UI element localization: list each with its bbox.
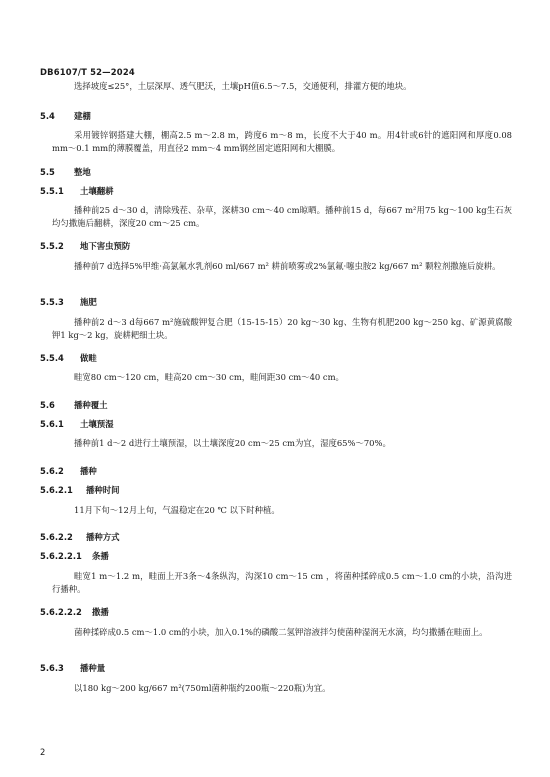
section-text-5-6-2-2-2: 菌种揉碎成0.5 cm～1.0 cm的小块，加入0.1%的磷酸二氢钾溶液拌匀使菌种湿润无水滴，均匀撒播在畦面上。	[74, 627, 488, 637]
section-heading-5-5-1: 5.5.1 土壤翻耕	[40, 186, 114, 196]
section-text-5-5-3: 播种前2 d～3 d每667 m²施硫酸钾复合肥（15-15-15）20 kg～30 kg、生物有机肥200 kg～250 kg、矿源黄腐酸钾1 kg～2 kg，旋耕耙细土块。	[52, 317, 512, 340]
section-text-5-5-1: 播种前25 d～30 d，清除残茬、杂草，深耕30 cm～40 cm晾晒。播种前15 d，每667 m²用75 kg～100 kg生石灰均匀撒施后翻耕，深度20 cm～25 cm。	[52, 205, 512, 228]
section-heading-5-6-2-2: 5.6.2.2 播种方式	[40, 532, 120, 542]
section-heading-5-6-2-1: 5.6.2.1 播种时间	[40, 485, 120, 495]
section-heading-5-6-1: 5.6.1 土壤预湿	[40, 419, 114, 429]
section-heading-5-5: 5.5 整地	[40, 167, 91, 177]
section-heading-5-6: 5.6 播种覆土	[40, 400, 108, 410]
section-text-5-5-4: 畦宽80 cm～120 cm，畦高20 cm～30 cm，畦间距30 cm～40 cm。	[74, 372, 344, 382]
section-text-5-5-2: 播种前7 d选择5%甲维·高氯氟水乳剂60 ml/667 m² 耕前喷雾或2%氯氟·噻虫胺2 kg/667 m² 颗粒剂撒施后旋耕。	[74, 261, 501, 271]
continued-paragraph: 选择坡度≤25°，土层深厚、透气肥沃，土壤pH值6.5～7.5，交通便利，排灌方便的地块。	[74, 81, 412, 91]
section-text-5-4: 采用镀锌钢搭建大棚，棚高2.5 m～2.8 m，跨度6 m～8 m，长度不大于40 m。用4针或6针的遮阳网和厚度0.08 mm～0.1 mm的薄膜覆盖，用直径2 mm～4 mm钢丝固定遮阳网和大棚膜。	[52, 130, 512, 153]
section-heading-5-4: 5.4 建棚	[40, 111, 91, 121]
section-heading-5-5-2: 5.5.2 地下害虫预防	[40, 241, 131, 251]
section-heading-5-6-2: 5.6.2 播种	[40, 466, 97, 476]
section-heading-5-6-2-2-1: 5.6.2.2.1 条播	[40, 551, 109, 561]
section-heading-5-5-4: 5.5.4 做畦	[40, 353, 97, 363]
document-code: DB6107/T 52—2024	[40, 67, 135, 77]
section-text-5-6-2-2-1: 畦宽1 m～1.2 m，畦面上开3条～4条纵沟，沟深10 cm～15 cm ，将菌种揉碎成0.5 cm～1.0 cm的小块，沿沟进行播种。	[52, 571, 512, 594]
section-text-5-6-1: 播种前1 d～2 d进行土壤预湿，以土壤深度20 cm～25 cm为宜，湿度65%～70%。	[74, 438, 391, 448]
section-heading-5-6-3: 5.6.3 播种量	[40, 663, 106, 673]
section-text-5-6-3: 以180 kg～200 kg/667 m²(750ml菌种瓶约200瓶～220瓶)为宜。	[74, 683, 331, 693]
section-heading-5-6-2-2-2: 5.6.2.2.2 撒播	[40, 607, 109, 617]
page-number: 2	[40, 747, 46, 757]
section-text-5-6-2-1: 11月下旬～12月上旬，气温稳定在20 ℃ 以下时种植。	[74, 505, 280, 515]
section-heading-5-5-3: 5.5.3 施肥	[40, 297, 97, 307]
